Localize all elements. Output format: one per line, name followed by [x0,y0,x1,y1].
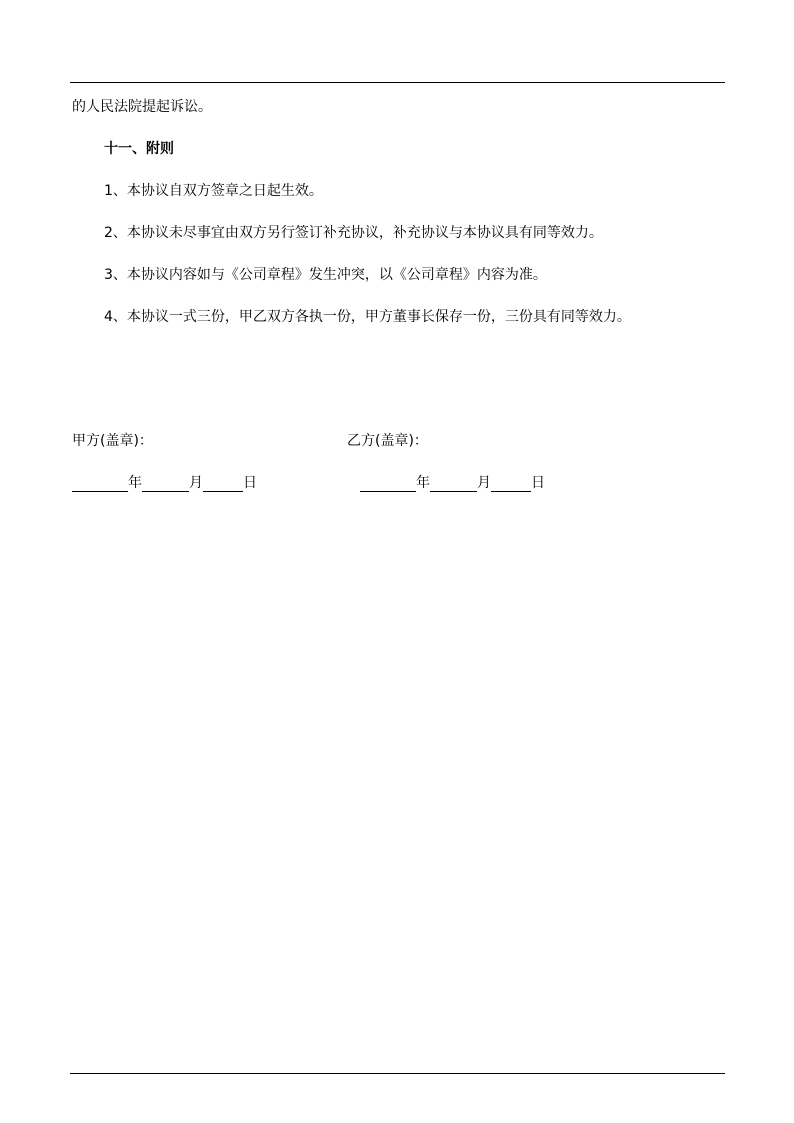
year-label: 年 [128,475,142,491]
month-label: 月 [477,475,491,491]
clause-3: 3、本协议内容如与《公司章程》发生冲突，以《公司章程》内容为准。 [104,267,547,283]
footer-rule [70,1073,725,1074]
day-label: 日 [531,475,545,491]
year-label: 年 [416,475,430,491]
party-b-date [360,473,545,493]
clause-4: 4、本协议一式三份，甲乙双方各执一份，甲方董事长保存一份，三份具有同等效力。 [104,309,631,325]
header-rule [70,82,725,83]
clause-1: 1、本协议自双方签章之日起生效。 [104,183,323,199]
month-blank [430,474,477,492]
year-blank [360,474,416,492]
month-label: 月 [189,475,203,491]
day-blank [203,474,243,492]
year-blank [72,474,128,492]
day-blank [491,474,531,492]
day-label: 日 [243,475,257,491]
month-blank [142,474,189,492]
party-b-signature-label: 乙方(盖章)： [347,433,428,449]
clause-2: 2、本协议未尽事宜由双方另行签订补充协议，补充协议与本协议具有同等效力。 [104,225,603,241]
continuation-text: 的人民法院提起诉讼。 [72,99,212,115]
party-a-signature-label: 甲方(盖章)： [72,433,153,449]
party-a-date [72,473,257,493]
section-heading: 十一、附则 [104,141,174,157]
